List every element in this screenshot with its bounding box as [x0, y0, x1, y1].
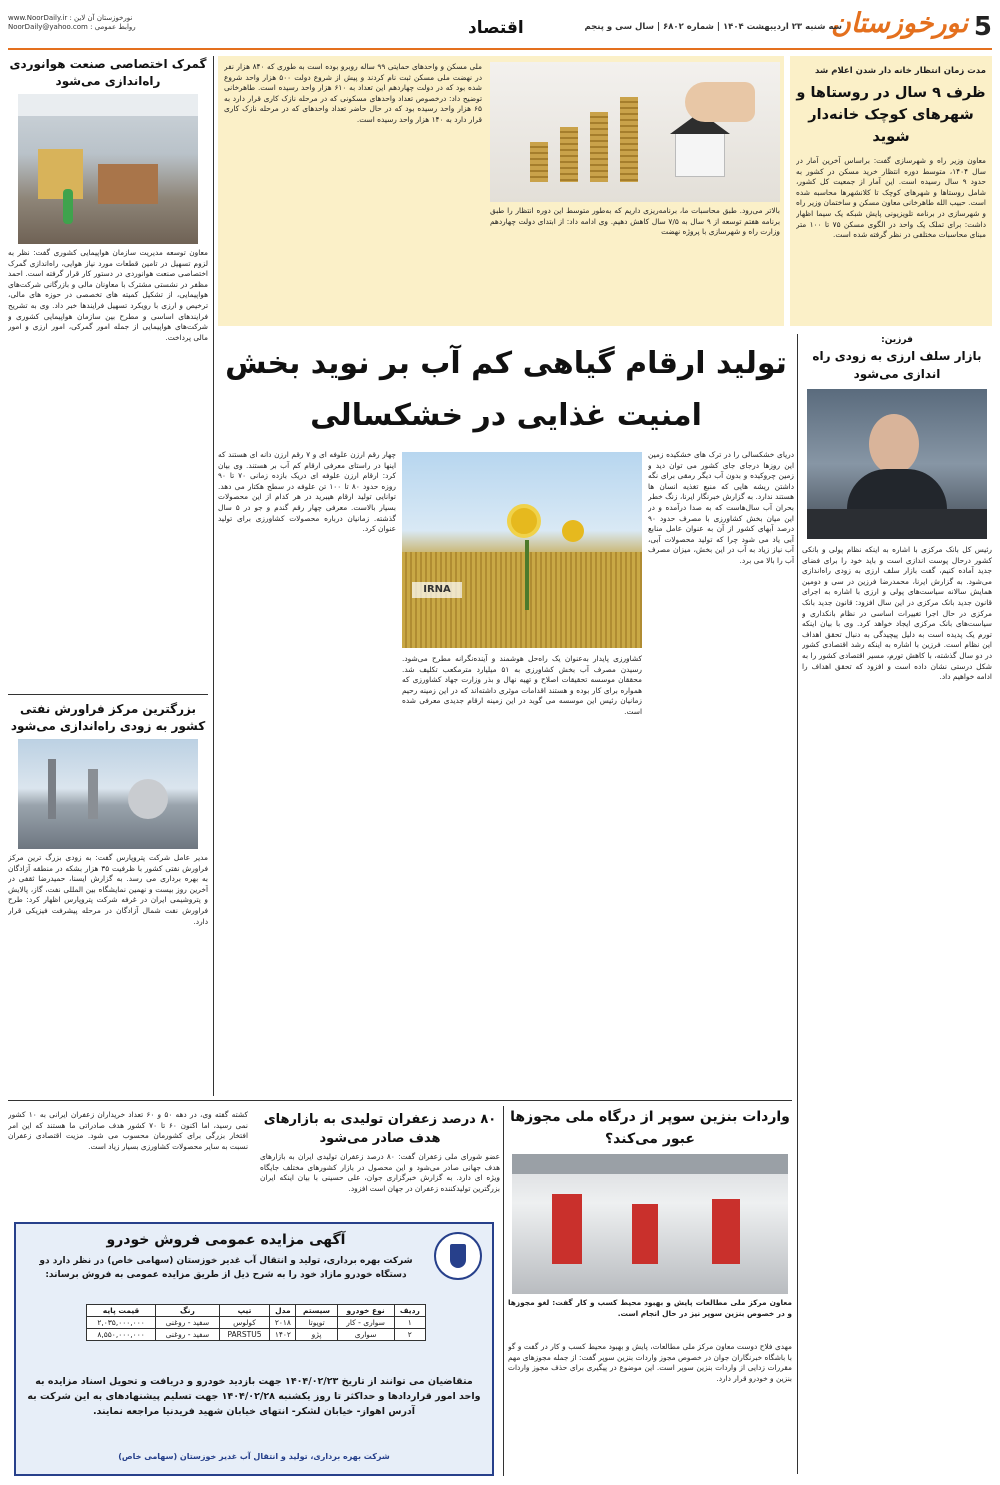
gasoline-caption: معاون مرکز ملی مطالعات پایش و بهبود محیط کسب و کار گفت: لغو مجوزها و در خصوص بنزین سوپر نیز در حال انجام است. — [508, 1298, 792, 1318]
col-header: سیستم — [296, 1305, 337, 1317]
left-column — [8, 56, 208, 1096]
col-header: نوع خودرو — [337, 1305, 394, 1317]
col-header: ردیف — [394, 1305, 425, 1317]
gasoline-body: مهدی فلاح دوست معاون مرکز ملی مطالعات، پایش و بهبود محیط کسب و کار در گفت و گو با باشگاه خبرنگاران جوان در خصوص مجوز واردات بنزین سوپر گفت: از جمله مجوزهای مهم مقررات زدایی از واردات بنزین سوپر است. این موضوع در پیگیری برای حذف مجوز واردات بنزین و خودرو قرار دارد. — [508, 1342, 792, 1383]
ad-footer: متقاضیان می توانند از تاریخ ۱۴۰۴/۰۲/۲۳ جهت بازدید خودرو و دریافت و تحویل اسناد مزایده به واحد امور قراردادها و حداکثر تا روز یکشنبه ۱۴۰۴/۰۲/۲۸ جهت تسلیم پیشنهادهای به این شرکت به آدرس اهواز- خیابان لشکر- انتهای خیابان شهید فریدنیا مراجعه نمایند. — [27, 1376, 481, 1417]
date-line: سه شنبه ۲۳ اردیبهشت ۱۴۰۴ | شماره ۶۸۰۲ | سال سی و پنجم — [584, 22, 842, 32]
ad-signature: شرکت بهره برداری، تولید و انتقال آب غدیر خوزستان (سهامی خاص) — [118, 1452, 390, 1461]
saffron-body-2: کشته گفته وی، در دهه ۵۰ و ۶۰ تعداد خریداران زعفران ایرانی به ۱۰ کشور نمی رسید، اما اکنون ۶۰ تا ۷۰ کشور هدف صادراتی ما هستند که این امر افتخار بزرگی برای کشورمان محسوب می شود. مزیت اقتصادی زعفران نسبت به سایر محصولات کشاورزی بسیار زیاد است. — [8, 1110, 248, 1151]
aviation-title: گمرک اختصاصی صنعت هوانوردی راه‌اندازی می‌شود — [9, 57, 207, 88]
vehicle-table — [86, 1304, 426, 1341]
oil-center-body: مدیر عامل شرکت پتروپارس گفت: به زودی بزرگ ترین مرکز فراورش نفتی کشور با ظرفیت ۳۵ هزار بشکه در منطقه آزادگان به بهره برداری می رسد. به گزارش ایسنا، حمیدرضا ثقفی در آخرین روز بیست و نهمین نمایشگاه بین المللی نفت، گاز، پالایش و پتروشیمی ایران در غرفه شرکت پتروپارس اظهار کرد: طرح فراورش نفت شمال آزادگان در مرحله پیشرفت فیزیکی قرار دارد. — [8, 853, 208, 926]
farzin-photo — [807, 389, 987, 539]
auction-ad — [14, 1222, 494, 1476]
gas-station-photo — [512, 1154, 788, 1294]
gasoline-article — [508, 1106, 792, 1476]
coins-house-photo — [490, 62, 780, 202]
logo: نورخوزستان — [830, 8, 968, 39]
table-header-row — [87, 1305, 426, 1317]
section-title: اقتصاد — [468, 18, 524, 38]
company-logo — [434, 1232, 482, 1280]
housing-headline-box — [790, 56, 992, 326]
housing-body-3: بالاتر می‌رود. طبق محاسبات ما، برنامه‌ریزی داریم که به‌طور متوسط این دوره انتظار را طبق برنامه هفتم توسعه از ۹ سال به ۷/۵ سال کاهش دهیم. وی ادامه داد: از ابتدای دولت چهاردهم وزارت راه و شهرسازی با پروژه نهضت — [490, 206, 780, 237]
right-column — [802, 334, 992, 1474]
masthead — [0, 10, 1000, 48]
housing-body-1: معاون وزیر راه و شهرسازی گفت: براساس آخرین آمار در سال ۱۴۰۴، متوسط دوره انتظار خرید مسکن در کشور به حدود ۹ سال رسیده است. این آمار از جمعیت کل کشور، شامل روستاها و شهرهای کوچک تا کلانشهرها محاسبه شده است. حبیب الله طاهرخانی معاون مسکن و ساختمان وزیر راه و شهرسازی در برنامه تلویزیونی پایش شبکه یک سیما اظهار داشت: برای تملک یک واحد در الگوی مسکن ۷۵ تا ۱۰۰ متر مبنای محاسبات مختلفی در نظر گرفته شده است. — [796, 156, 986, 240]
col-header: قیمت پایه — [87, 1305, 156, 1317]
farzin-body: رئیس کل بانک مرکزی با اشاره به اینکه نظام پولی و بانکی کشور درحال پوست اندازی است و باید خود را برای فضای جدید آماده کنیم، گفت بازار سلف ارزی به زودی راه‌اندازی می‌شود. به گزارش ایرنا، محمدرضا فرزین در سی و دومین همایش سالانه سیاست‌های پولی و ارزی با اشاره به اجرای قانون جدید بانک مرکزی در این سال افزود: قانون جدید بانک مرکزی در حال اجرا تغییرات اساسی در نظام بانکداری و سیاست‌های بانک مرکزی ایجاد خواهد کرد. وی با بیان اینکه تورم یک پدیده است به دلیل پیچیدگی به دنبال تحقق اهداف این نظام است. فرزین با اشاره به اینکه رشد اقتصادی کشور در دو سال گذشته، با کاهش تورم، مسیر اقتصادی کشور را به شکل درستی نشان داده است و افزود که تحقق اهداف را ادامه خواهیم داد. — [802, 545, 992, 682]
irna-watermark: IRNA — [412, 582, 462, 598]
gasoline-title: واردات بنزین سوپر از درگاه ملی مجوزها عبور می‌کند؟ — [510, 1109, 790, 1147]
main-article-title: تولید ارقام گیاهی کم آب بر نوید بخش امنیت غذایی در خشکسالی — [225, 346, 787, 433]
housing-article-box — [218, 56, 784, 326]
housing-title: ظرف ۹ سال در روستاها و شهرهای کوچک خانه‌دار شوید — [796, 85, 986, 145]
farzin-title: بازار سلف ارزی به زودی راه اندازی می‌شود — [812, 349, 982, 381]
col-header: مدل — [270, 1305, 296, 1317]
drought-body-1: دریای خشکسالی را در ترک های خشکیده زمین این روزها درجای جای کشور می توان دید و زمین چروکیده و بدون آب دیگر رمقی برای نگه داشتن ریشه هایی که منبع تغذیه انسان ها هستند ندارد. به گزارش خبرنگار ایرنا، زنگ خطر بحران آب سال‌هاست که به صدا درآمده و در این میان بخش کشاورزی با مصرف حدود ۹۰ درصد آبهای کشور از آن به عنوان عامل منابع آبی یاد می شود چرا که تولید محصولات آبی، آب نیاز زیاد به آب در این بخش، میزان مصرف آب را بالا می برد. — [648, 450, 794, 565]
drought-body-2: کشاورزی پایدار به‌عنوان یک راه‌حل هوشمند و آینده‌نگرانه مطرح می‌شود. رسیدن مصرف آب بخش کشاورزی به ۵۱ میلیارد مترمکعب تکلیف شد. محققان موسسه تحقیقات اصلاح و تهیه نهال و بذر وزارت جهاد کشاورزی که همواره برای کار بوده و هستند اقدامات موثری داشته‌اند که در این زمینه رحیم زمانیان رئیس این موسسه می گوید در این زمینه ارقام جدیدی معرفی شده است. — [402, 654, 642, 716]
page-number: 5 — [973, 12, 992, 42]
housing-body-2: ملی مسکن و واحدهای حمایتی ۹۹ ساله روبرو بوده است به طوری که ۸۴۰ هزار نفر در نهضت ملی مسکن ثبت نام کردند و پیش از شروع دولت ۵۰۰ هزار واحد شروع شده بود که در دولت چهاردهم این تعداد به ۶۱۰ هزار واحد رسیده است. طاهرخانی توضیح داد: درخصوص تعداد واحدهای مسکونی که در مرحله نازک کاری قرار دارد به ۶۵ هزار واحد رسیده بود که در حال حاضر تعداد واحدهای که در مرحله نازک کاری قرار دارد به ۱۴۰ هزار واحد رسیده است. — [224, 62, 482, 124]
farzin-label: فرزین: — [881, 335, 913, 345]
housing-kicker: مدت زمان انتظار خانه دار شدن اعلام شد — [814, 66, 986, 76]
email-address[interactable]: NoorDaily@yahoo.com — [8, 23, 88, 31]
col-header: رنگ — [156, 1305, 220, 1317]
ad-title: آگهی مزایده عمومی فروش خودرو — [106, 1232, 346, 1248]
oil-center-title: بزرگترین مرکز فراورش نفتی کشور به زودی راه‌اندازی می‌شود — [10, 702, 206, 733]
table-row: ۱ سواری - کار تویوتا ۲۰۱۸ کولوس سفید - روغنی ۲,۰۳۵,۰۰۰,۰۰۰ — [87, 1317, 426, 1329]
web-address[interactable]: www.NoorDaily.ir — [8, 14, 68, 22]
col-header: تیپ — [219, 1305, 270, 1317]
saffron-body-1: عضو شورای ملی زعفران گفت: ۸۰ درصد زعفران تولیدی ایران به بازارهای هدف جهانی صادر می‌شود و این محصول در بازار کشورهای مختلف جایگاه ویژه ای دارد. به گزارش خبرگزاری جوان، علی حسینی با بیان اینکه ایران بزرگترین تولیدکننده زعفران در جهان است افزود. — [260, 1152, 500, 1193]
aviation-photo — [18, 94, 198, 244]
saffron-title: ۸۰ درصد زعفران تولیدی به بازارهای هدف صادر می‌شود — [263, 1112, 497, 1146]
drought-body-3: چهار رقم ارزن علوفه ای و ۷ رقم ارزن دانه ای هستند که اینها در راستای معرفی ارقام کم آب بر هستند. وی بیان کرد: ارقام ارزن علوفه ای دریک بازده زمانی ۷۰ تا ۹۰ روزه حدود ۸۰ تا ۱۰۰ تن علوفه در سطح هکتار می دهد. توانایی تولید ارقام هیبرید در هر کدام از این محصولات بسیار بالاست. معرفی چهار رقم گندم و جو در ۵ سال گذشته. زمانیان درباره محصولات کشاورزی برای تولید عنوان کرد. — [218, 450, 396, 534]
sunflower-field-photo — [402, 452, 642, 648]
saffron-article — [8, 1106, 500, 1216]
refinery-photo — [18, 739, 198, 849]
contact-info: www.NoorDaily.ir نورخوزستان آن لاین : NoorDaily@yahoo.com روابط عمومی : — [8, 14, 136, 31]
header-divider — [8, 48, 992, 50]
ad-subtitle: شرکت بهره برداری، تولید و انتقال آب غدیر خوزستان (سهامی خاص) در نظر دارد دو دستگاه خودرو مازاد خود را به شرح ذیل از طریق مزایده عمومی به فروش برساند: — [39, 1256, 413, 1280]
aviation-body: معاون توسعه مدیریت سازمان هواپیمایی کشوری گفت: نظر به لزوم تسهیل در تامین قطعات مورد نیاز هوایی، راه‌اندازی گمرک اختصاصی صنعت هوانوردی در دستور کار قرار گرفته است. احمد مظفر در نشستی مشترک با معاونان مالی و بازرگانی شرکت‌های هواپیمایی، از تشکیل کمیته های تخصصی در حوزه های مالی، ترخیص و ارزی با رویکرد تسهیل فرایندها خبر داد. وی به تشریح فرایندهای اساسی و مطرح بین سازمان هواپیمایی کشوری و شرکت‌های هواپیمایی از جمله امور گمرکی، امور ارزی و امور مالی پرداخت. — [8, 248, 208, 342]
table-row: ۲ سواری پژو ۱۴۰۲ PARSTU5 سفید - روغنی ۸,۵۵۰,۰۰۰,۰۰۰ — [87, 1329, 426, 1341]
